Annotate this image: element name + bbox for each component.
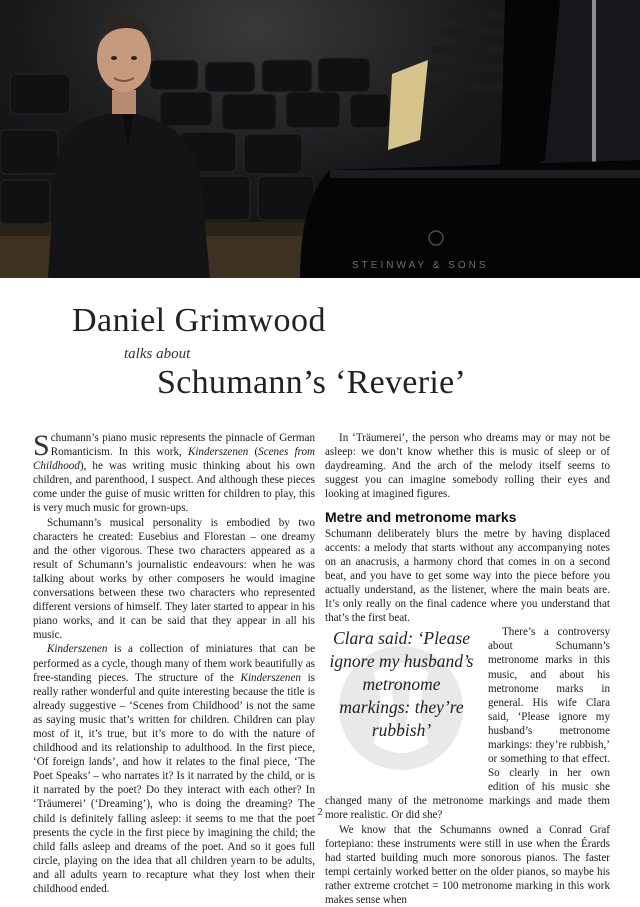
left-column	[33, 431, 315, 896]
hero-scene	[0, 0, 640, 278]
pull-quote-region	[325, 625, 610, 822]
piano-brand-text: STEINWAY & SONS	[352, 260, 489, 271]
author-name: Daniel Grimwood	[72, 302, 326, 339]
text-run: chumann’s piano music represents the pinnacle of German Romanticism. In this work,	[50, 432, 315, 459]
text-run: is a collection of miniatures that can be performed as a cycle, though many of them work beautifully as free-standing pieces. The structure of the	[33, 643, 315, 684]
text-run: (	[248, 446, 259, 459]
paragraph: Schumann deliberately blurs the metre by having displaced accents: a melody that starts without any accompanying notes on an anacrusis, a harmony chord that comes in on a second beat, and you have to get some way into the piece before you actually understand, as the listener, where the main beats are. It’s only really on the final cadence where you understand that that’s the first beat.	[325, 527, 610, 625]
italic-run: Kinderszenen	[187, 446, 249, 459]
paragraph: In ‘Träumerei’, the person who dreams may or may not be asleep: we don’t know whether this is music of sleep or of daydreaming. And the arch of the melody itself seems to suggest you can imagine somebody rolling their eyes and looking at imagined figures.	[325, 432, 610, 501]
text-run: ), he was writing music thinking about his own children, and parenthood, I suspect. And although these pieces come under the guise of music written for children to play, this is very much music for grown-ups.	[33, 460, 315, 515]
piece-title: Schumann’s ‘Reverie’	[157, 364, 467, 401]
paragraph: There’s a controversy about Schumann’s metronome marks in this music, and about his metronome marks in general. His wife Clara said, ‘Please ignore my husband’s metronome markings: they’re rubbish,’ or something to that effect. So clearly in her own edition of his music she changed many of the metronome markings and made them more realistic. Or did she?	[325, 626, 610, 822]
text-run: is really rather wonderful and quite interesting because the title is already suggestive – ‘Scenes from Childhood’ is not the same as saying music that’s written for children. Children can play most of it, it’s true, but it’s more to do with the nature of childhood and its relationship to adulthood. In the first piece, ‘Of foreign lands’, and how it relates to the final piece, ‘The Poet Speaks’ – who narrates it? Is it narrated by the child, or is it narrated by the poet? Do they interact with each other? In ‘Träumerei’ (‘Dreaming’), who is doing the dreaming? The child is definitely falling asleep: it seems to me that the poet presents the cycle in the first piece by imagining the child; the child falls asleep and dreams of the poet. And so it goes full circle, playing on the idea that all children yearn to be adults, and all adults yearn to recapture what they lost when their childhood ended.	[33, 671, 315, 895]
paragraph: We know that the Schumanns owned a Conrad Graf fortepiano: these instruments were still in use when the Érards had started building much more sonorous pianos. The faster tempi certainly worked better on the older pianos, so maybe his rather extreme crotchet = 100 metronome marking in this work makes sense when	[325, 823, 610, 906]
page-number: 2	[317, 806, 323, 818]
pull-quote	[325, 627, 478, 792]
paragraph	[33, 642, 315, 896]
drop-cap: S	[33, 429, 50, 462]
hero-photo	[0, 0, 640, 278]
italic-run: Kinderszenen	[240, 671, 301, 684]
italic-run: Scenes from Childhood	[33, 446, 315, 473]
title-subtitle: talks about	[124, 346, 191, 362]
paragraph: Schumann’s musical personality is embodied by two characters he created: Eusebius and Florestan – one dreamy and the other vigorous. These two characters appeared as a result of Schumann’s journalistic endeavours: when he was talking about works by other composers he would imagine conversations between these two characters who represented different versions of himself. They later started to appear in his piano works, and it can be said that they appear in all his music.	[33, 516, 315, 642]
paragraph	[33, 431, 315, 516]
pull-quote-text: Clara said: ‘Please ignore my husband’s metronome markings: they’re rubbish’	[329, 628, 474, 741]
section-heading: Metre and metronome marks	[325, 509, 517, 526]
italic-run: Kinderszenen	[47, 643, 108, 656]
